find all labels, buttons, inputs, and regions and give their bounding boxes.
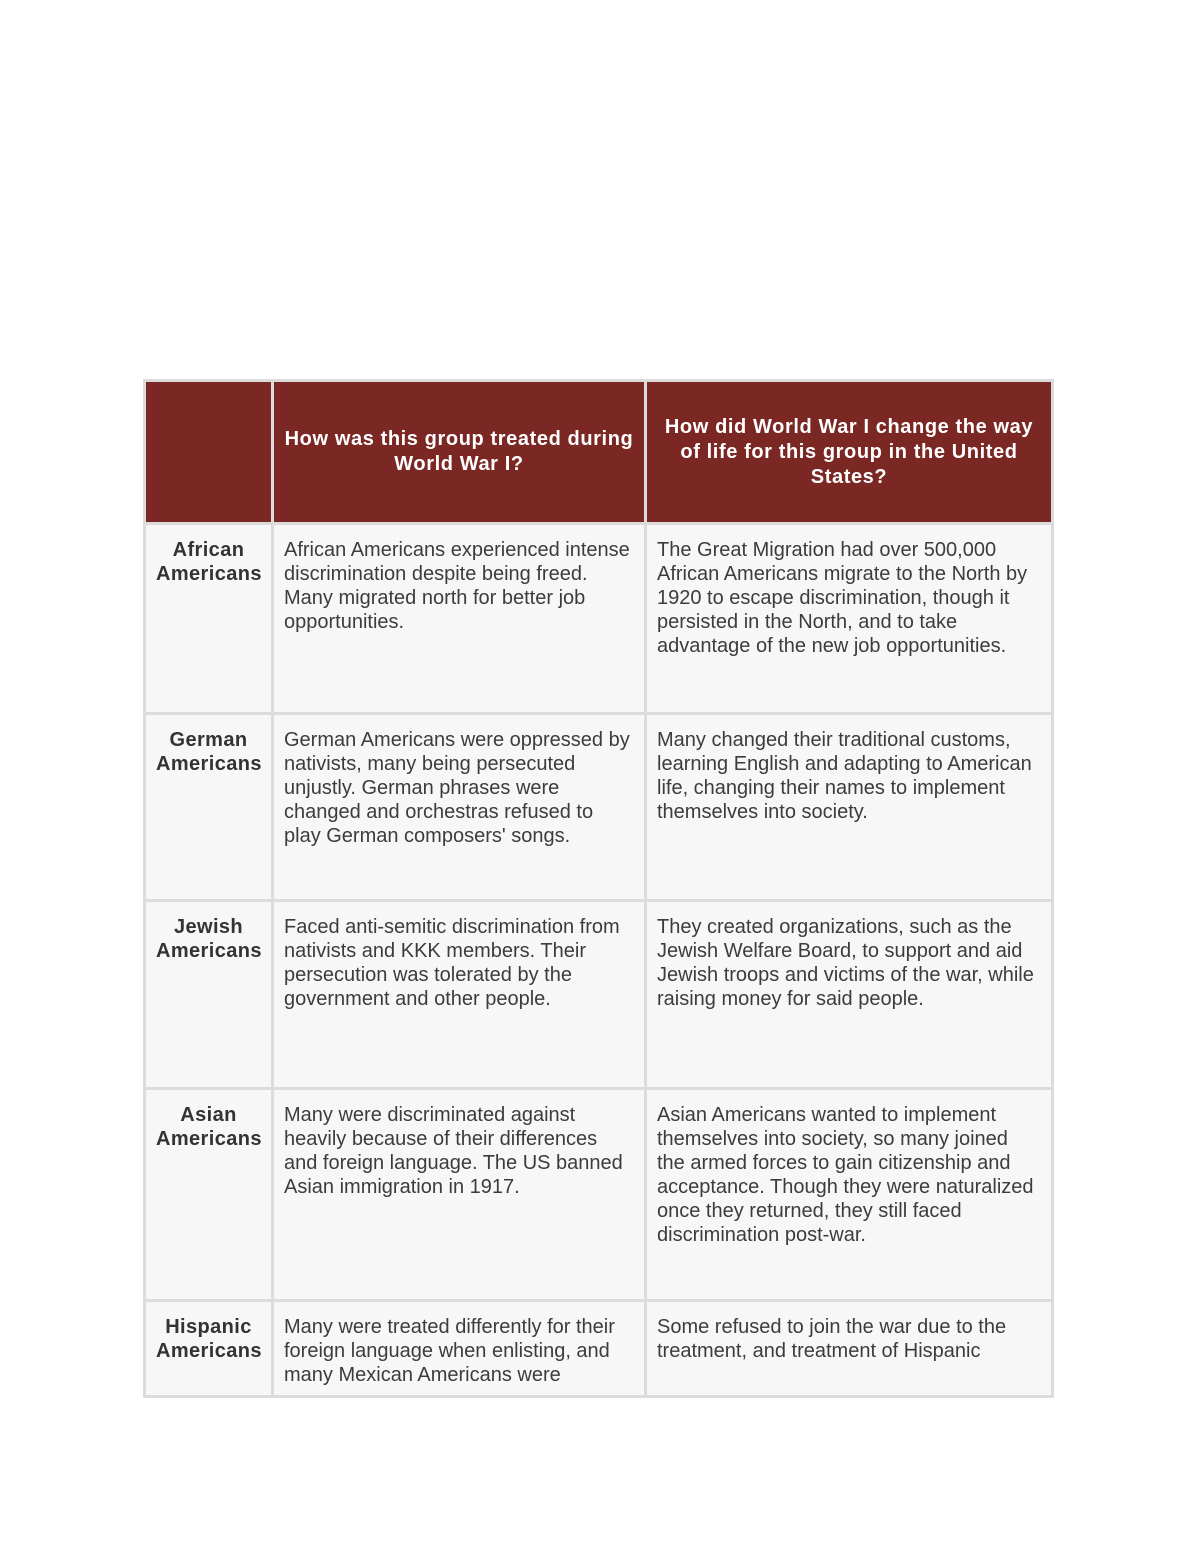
change-cell: Many changed their traditional customs, learning English and adapting to American life, changing their names to implement themselves into society.: [646, 714, 1053, 901]
change-cell: Some refused to join the war due to the treatment, and treatment of Hispanic: [646, 1301, 1053, 1397]
change-cell: The Great Migration had over 500,000 African Americans migrate to the North by 1920 to escape discrimination, though it persisted in the North, and to take advantage of the new job opportunities.: [646, 524, 1053, 714]
group-name-cell: Jewish Americans: [145, 901, 273, 1089]
header-question-change: How did World War I change the way of life for this group in the United States?: [646, 381, 1053, 524]
table-row: [145, 714, 1053, 901]
table-row: [145, 524, 1053, 714]
treatment-cell: Many were discriminated against heavily because of their differences and foreign language. The US banned Asian immigration in 1917.: [273, 1089, 646, 1301]
treatment-cell: Faced anti-semitic discrimination from nativists and KKK members. Their persecution was tolerated by the government and other people.: [273, 901, 646, 1089]
header-question-treatment: How was this group treated during World War I?: [273, 381, 646, 524]
table-row: [145, 1301, 1053, 1397]
group-name-cell: African Americans: [145, 524, 273, 714]
treatment-cell: German Americans were oppressed by nativists, many being persecuted unjustly. German phrases were changed and orchestras refused to play German composers' songs.: [273, 714, 646, 901]
table-row: [145, 901, 1053, 1089]
change-cell: They created organizations, such as the Jewish Welfare Board, to support and aid Jewish troops and victims of the war, while raising money for said people.: [646, 901, 1053, 1089]
comparison-table: [143, 379, 1054, 1398]
header-blank-cell: [145, 381, 273, 524]
treatment-cell: African Americans experienced intense discrimination despite being freed. Many migrated north for better job opportunities.: [273, 524, 646, 714]
group-name-cell: German Americans: [145, 714, 273, 901]
group-name-cell: Asian Americans: [145, 1089, 273, 1301]
group-name-cell: Hispanic Americans: [145, 1301, 273, 1397]
header-row: [145, 381, 1053, 524]
change-cell: Asian Americans wanted to implement themselves into society, so many joined the armed forces to gain citizenship and acceptance. Though they were naturalized once they returned, they still faced discrimination post-war.: [646, 1089, 1053, 1301]
table-row: [145, 1089, 1053, 1301]
treatment-cell: Many were treated differently for their foreign language when enlisting, and many Mexican Americans were: [273, 1301, 646, 1397]
